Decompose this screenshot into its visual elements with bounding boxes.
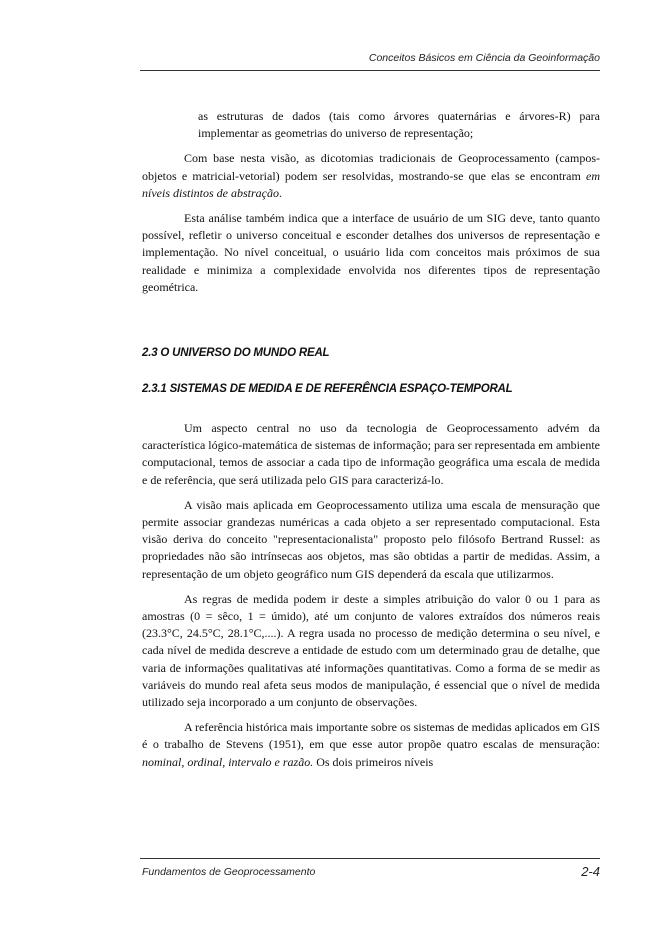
footer-book-title: Fundamentos de Geoprocessamento [142, 866, 316, 878]
body-block-1 [142, 108, 600, 296]
paragraph-6-emphasis: nominal, ordinal, intervalo e razão. [142, 754, 314, 769]
paragraph-6-end: Os dois primeiros níveis [313, 754, 434, 769]
paragraph-3: Um aspecto central no uso da tecnologia de Geoprocessamento advém da característica lógico-matemática de sistemas de informação; para ser representada em ambiente computacional, temos de associar a cada tipo de informação geográfica uma escala de medida e de referência, que será utilizada pelo GIS para caracterizá-lo. [142, 421, 600, 487]
paragraph-5: As regras de medida podem ir deste a simples atribuição do valor 0 ou 1 para as amostras (0 = sêco, 1 = úmido), até um conjunto de valores extraídos dos números reais (23.3°C, 24.5°C, 28.1°C,....). A regra usada no processo de medição determina o seu nível, e cada nível de medida descreve a entidade de estudo com um determinado grau de detalhe, que varia de informações qualitativas até informações quantitativas. Como a forma de se medir as variáveis do mundo real afeta seus modos de manipulação, é essencial que o nível de medida utilizado seja incorporado a um conjunto de observações. [142, 591, 600, 710]
body-block-2 [142, 420, 600, 771]
list-item: as estruturas de dados (tais como árvores quaternárias e árvores-R) para implementar as geometrias do universo de representação; [198, 109, 600, 141]
section-heading-2-3: 2.3 O UNIVERSO DO MUNDO REAL [142, 347, 330, 359]
page-number: 2-4 [581, 864, 600, 879]
paragraph-1-end: . [279, 185, 282, 200]
header-rule [140, 70, 600, 71]
paragraph-1-text: Com base nesta visão, as dicotomias tradicionais de Geoprocessamento (campos-objetos e matricial-vetorial) podem ser resolvidas, mostrando-se que elas se encontram [142, 151, 600, 183]
paragraph-4: A visão mais aplicada em Geoprocessamento utiliza uma escala de mensuração que permite associar grandezas numéricas a cada objeto a ser representado computacional. Esta visão deriva do conceito "representacionalista" proposto pelo filósofo Bertrand Russel: as propriedades não são intrínsecas aos objetos, mas são obtidas a partir de medidas. Assim, a representação de um objeto geográfico num GIS dependerá da escala que utilizarmos. [142, 497, 600, 581]
paragraph-6-text: A referência histórica mais importante sobre os sistemas de medidas aplicados em GIS é o trabalho de Stevens (1951), em que esse autor propõe quatro escalas de mensuração: [142, 720, 600, 752]
paragraph-1-emphasis: em níveis distintos de abstração [142, 168, 600, 200]
section-heading-2-3-1: 2.3.1 SISTEMAS DE MEDIDA E DE REFERÊNCIA ESPAÇO-TEMPORAL [142, 383, 513, 395]
footer-rule [140, 858, 600, 859]
running-header: Conceitos Básicos em Ciência da Geoinformação [368, 52, 600, 64]
paragraph-2: Esta análise também indica que a interface de usuário de um SIG deve, tanto quanto possível, refletir o universo conceitual e esconder detalhes dos universos de representação e implementação. No nível conceitual, o usuário lida com conceitos mais próximos de sua realidade e minimiza a complexidade envolvida nos diferentes tipos de representação geométrica. [142, 211, 600, 294]
paragraph-6 [142, 719, 600, 771]
paragraph-1 [142, 150, 600, 202]
